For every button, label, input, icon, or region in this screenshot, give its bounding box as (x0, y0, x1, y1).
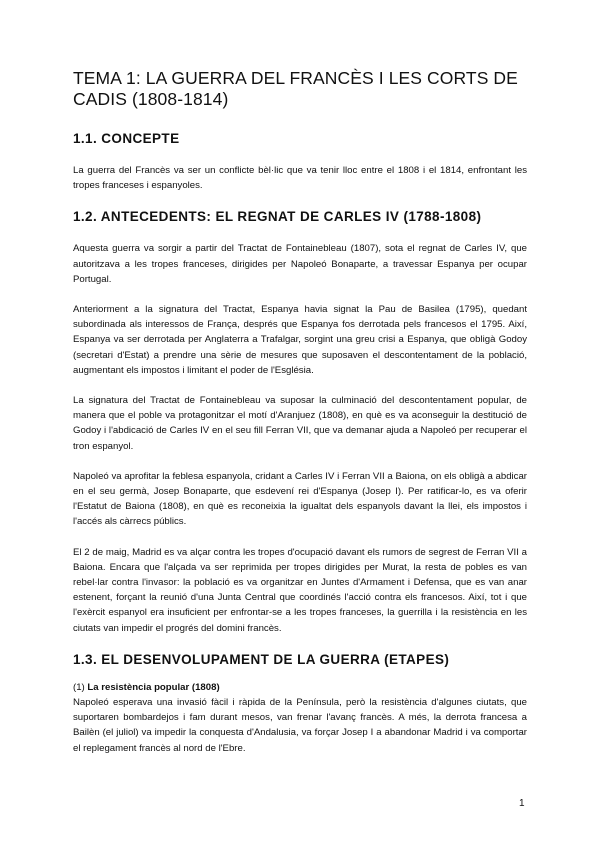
document-page (73, 68, 527, 756)
section-heading-desenvolupament: 1.3. EL DESENVOLUPAMENT DE LA GUERRA (ETAPES) (73, 651, 450, 667)
subsection-title: La resistència popular (1808) (87, 681, 220, 693)
subsection-number: (1) (73, 681, 85, 693)
paragraph: Anteriorment a la signatura del Tractat, Espanya havia signat la Pau de Basilea (1795), quedant subordinada als interessos de França, després que Espanya fos derrotada pels francesos el 1795. Així, Espanya va ser derrotada per Anglaterra a Trafalgar, sorgint una greu crisi a Espanya, que obligà Godoy (secretari d'Estat) a prendre una sèrie de mesures que suposaven el descontentament de la població, augmentant els impostos i limitant el poder de l'Església. (73, 304, 527, 376)
page-number: 1 (519, 798, 525, 809)
paragraph: El 2 de maig, Madrid es va alçar contra les tropes d'ocupació davant els rumors de segrest de Ferran VII a Baiona. Encara que l'alçada va ser reprimida per tropes dirigides per Murat, la resta de pobles es van rebel·lar contra l'invasor: la població es va organitzar en Juntes d'Armament i Defensa, que es van anar estenent, forçant la reunió d'una Junta Central que coordinés l'acció contra els francesos. Així, tot i que l'exèrcit espanyol era insuficient per enfrontar-se a les tropes franceses, la guerrilla i la resistència en les ciutats van impedir el progrés del domini francès. (73, 546, 527, 634)
paragraph: Napoleó esperava una invasió fàcil i ràpida de la Península, però la resistència d'algunes ciutats, que suportaren bombardejos i fam durant mesos, van frenar l'avanç francès. A més, la derrota francesa a Bailèn (el juliol) va impedir la conquesta d'Andalusia, va forçar Josep I a abandonar Madrid i va comportar el replegament francès al nord de l'Ebre. (73, 697, 527, 754)
section-heading-antecedents: 1.2. ANTECEDENTS: EL REGNAT DE CARLES IV (1788-1808) (73, 209, 482, 225)
subsection-heading (73, 680, 527, 695)
paragraph: Napoleó va aprofitar la feblesa espanyola, cridant a Carles IV i Ferran VII a Baiona, on els obligà a abdicar en el seu germà, Josep Bonaparte, que esdevení rei d'Espanya (Josep I). Per ratificar-lo, es va oferir l'Estatut de Baiona (1808), en què es reconeixia la igualtat dels espanyols davant la llei, els impostos i l'accés als càrrecs públics. (73, 470, 527, 528)
section-heading-concepte: 1.1. CONCEPTE (73, 131, 180, 146)
document-title: TEMA 1: LA GUERRA DEL FRANCÈS I LES CORTS DE CADIS (1808-1814) (73, 68, 518, 109)
paragraph: Aquesta guerra va sorgir a partir del Tractat de Fontainebleau (1807), sota el regnat de Carles IV, que autoritzava a les tropes franceses, dirigides per Napoleó Bonaparte, a travessar Espanya per ocupar Portugal. (73, 243, 527, 285)
paragraph: La guerra del Francès va ser un conflicte bèl·lic que va tenir lloc entre el 1808 i el 1814, enfrontant les tropes franceses i espanyoles. (73, 165, 527, 192)
paragraph: La signatura del Tractat de Fontainebleau va suposar la culminació del descontentament popular, de manera que el poble va protagonitzar el motí d'Aranjuez (1808), en què es va aconseguir la destitució de Godoy i l'abdicació de Carles IV en el seu fill Ferran VII, que va demanar ajuda a Napoleó per recuperar el tron espanyol. (73, 395, 527, 452)
